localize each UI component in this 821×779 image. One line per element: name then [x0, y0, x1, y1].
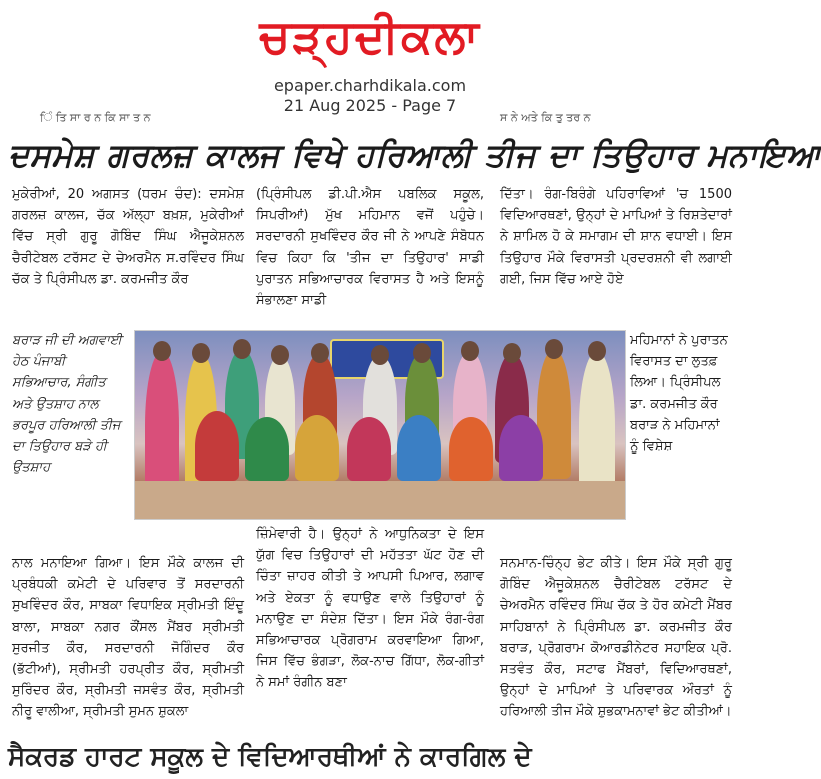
- article-column-1: [12, 184, 244, 330]
- masthead: [0, 0, 740, 118]
- col1-wrap-text: ਬਰਾੜ ਜੀ ਦੀ ਅਗਵਾਈ ਹੇਠ ਪੰਜਾਬੀ ਸਭਿਆਚਾਰ, ਸੰਗੀਤ ਅਤੇ ਉਤਸ਼ਾਹ ਨਾਲ ਭਰਪੂਰ ਹਰਿਆਲੀ ਤੀਜ ਦਾ ਤਿਉਹਾਰ ਬੜੇ ਹੀ ਉਤਸ਼ਾਹ: [12, 333, 122, 476]
- crop-fragment: ਸ ਨੇ ਅਤੇ ਕਿ ਤੁ ਤਰ ਨ: [500, 111, 591, 124]
- site-url[interactable]: epaper.charhdikala.com: [273, 76, 467, 95]
- col2-text: (ਪ੍ਰਿੰਸੀਪਲ ਡੀ.ਪੀ.ਐਸ ਪਬਲਿਕ ਸਕੂਲ, ਸਿਪਰੀਆਂ) ਮੁੱਖ ਮਹਿਮਾਨ ਵਜੋਂ ਪਹੁੰਚੇ। ਸਰਦਾਰਨੀ ਸੁਖਵਿੰਦਰ ਕੌਰ ਜੀ ਨੇ ਆਪਣੇ ਸੰਬੋਧਨ ਵਿਚ ਕਿਹਾ ਕਿ 'ਤੀਜ ਦਾ ਤਿਉਹਾਰ' ਸਾਡੀ ਪੁਰਾਤਨ ਸਭਿਆਚਾਰਕ ਵਿਰਾਸਤ ਹੈ ਅਤੇ ਇਸਨੂੰ ਸੰਭਾਲਣਾ ਸਾਡੀ: [256, 187, 484, 309]
- date-page: 21 Aug 2025 - Page 7: [283, 96, 457, 115]
- crop-fragment: ਿੰ ਤਿ ਸਾ ਰ ਨ ਕਿ ਸਾ ਤ ਨ: [40, 111, 151, 124]
- col3-bottom-text: ਸਨਮਾਨ-ਚਿੰਨ੍ਹ ਭੇਟ ਕੀਤੇ। ਇਸ ਮੌਕੇ ਸ੍ਰੀ ਗੁਰੂ ਗੋਬਿੰਦ ਐਜੂਕੇਸ਼ਨਲ ਚੈਰੀਟੇਬਲ ਟਰੱਸਟ ਦੇ ਚੇਅਰਮੈਨ ਰਵਿੰਦਰ ਸਿੰਘ ਚੱਕ ਤੇ ਹੋਰ ਕਮੇਟੀ ਮੈਂਬਰ ਸਾਹਿਬਾਨਾਂ ਨੇ ਪ੍ਰਿੰਸੀਪਲ ਡਾ. ਕਰਮਜੀਤ ਕੌਰ ਬਰਾੜ, ਪ੍ਰੋਗਰਾਮ ਕੋਆਰਡੀਨੇਟਰ ਸਹਾਇਕ ਪ੍ਰੋ. ਸਤਵੰਤ ਕੌਰ, ਸਟਾਫ ਮੈਂਬਰਾਂ, ਵਿਦਿਆਰਥਣਾਂ, ਉਨ੍ਹਾਂ ਦੇ ਮਾਪਿਆਂ ਤੇ ਪਰਿਵਾਰਕ ਔਰਤਾਂ ਨੂੰ ਹਰਿਆਲੀ ਤੀਜ ਮੌਕੇ ਸ਼ੁਭਕਾਮਨਾਵਾਂ ਭੇਟ ਕੀਤੀਆਂ।: [500, 556, 732, 720]
- col3-wrap-text: ਮਹਿਮਾਨਾਂ ਨੇ ਪੁਰਾਤਨ ਵਿਰਾਸਤ ਦਾ ਲੁਤਫ਼ ਲਿਆ। ਪ੍ਰਿੰਸੀਪਲ ਡਾ. ਕਰਮਜੀਤ ਕੌਰ ਬਰਾੜ ਨੇ ਮਹਿਮਾਨਾਂ ਨੂੰ ਵਿਸ਼ੇਸ਼: [630, 333, 728, 455]
- article-column-2: [256, 184, 484, 330]
- article-column-3-wrap: [630, 330, 732, 556]
- article-column-3: [500, 184, 732, 330]
- col1-text: ਮੁਕੇਰੀਆਂ, 20 ਅਗਸਤ (ਧਰਮ ਚੰਦ): ਦਸਮੇਸ਼ ਗਰਲਜ਼ ਕਾਲਜ, ਚੱਕ ਅੱਲ੍ਹਾ ਬਖ਼ਸ਼, ਮੁਕੇਰੀਆਂ ਵਿੱਚ ਸ੍ਰੀ ਗੁਰੂ ਗੋਬਿੰਦ ਸਿੰਘ ਐਜੂਕੇਸ਼ਨਲ ਚੈਰੀਟੇਬਲ ਟਰੱਸਟ ਦੇ ਚੇਅਰਮੈਨ ਸ.ਰਵਿੰਦਰ ਸਿੰਘ ਚੱਕ ਤੇ ਪ੍ਰਿੰਸੀਪਲ ਡਾ. ਕਰਮਜੀਤ ਕੌਰ: [12, 187, 244, 287]
- col3-text: ਦਿੱਤਾ। ਰੰਗ-ਬਿਰੰਗੇ ਪਹਿਰਾਵਿਆਂ 'ਚ 1500 ਵਿਦਿਆਰਥਣਾਂ, ਉਨ੍ਹਾਂ ਦੇ ਮਾਪਿਆਂ ਤੇ ਰਿਸ਼ਤੇਦਾਰਾਂ ਨੇ ਸ਼ਾਮਿਲ ਹੋ ਕੇ ਸਮਾਗਮ ਦੀ ਸ਼ਾਨ ਵਧਾਈ। ਇਸ ਤਿਉਹਾਰ ਮੌਕੇ ਵਿਰਾਸਤੀ ਪ੍ਰਦਰਸ਼ਨੀ ਵੀ ਲਗਾਈ ਗਈ, ਜਿਸ ਵਿੱਚ ਆਏ ਹੋਏ: [500, 187, 732, 287]
- article-column-2-bottom: [256, 524, 484, 764]
- article-column-1-bottom: [12, 553, 244, 763]
- article-photo: [134, 330, 626, 520]
- next-article-headline: ਸੈਕਰਡ ਹਾਰਟ ਸਕੂਲ ਦੇ ਵਿਦਿਆਰਥੀਆਂ ਨੇ ਕਾਰਗਿਲ ਦੇ: [8, 742, 532, 772]
- cropped-previous-article: [0, 111, 740, 125]
- article-column-3-bottom: [500, 553, 732, 763]
- article-column-1-wrap: [12, 330, 128, 550]
- article-headline: ਦਸਮੇਸ਼ ਗਰਲਜ਼ ਕਾਲਜ ਵਿਖੇ ਹਰਿਆਲੀ ਤੀਜ ਦਾ ਤਿਉਹਾਰ ਮਨਾਇਆ: [8, 136, 821, 174]
- newspaper-logo[interactable]: ਚੜ੍ਹਦੀਕਲਾ: [259, 9, 481, 63]
- col2-bottom-text: ਜ਼ਿੰਮੇਵਾਰੀ ਹੈ। ਉਨ੍ਹਾਂ ਨੇ ਆਧੁਨਿਕਤਾ ਦੇ ਇਸ ਯੁੱਗ ਵਿਚ ਤਿਉਹਾਰਾਂ ਦੀ ਮਹੱਤਤਾ ਘੱਟ ਹੋਣ ਦੀ ਚਿੰਤਾ ਜ਼ਾਹਰ ਕੀਤੀ ਤੇ ਆਪਸੀ ਪਿਆਰ, ਲਗਾਵ ਅਤੇ ਏਕਤਾ ਨੂੰ ਵਧਾਉਣ ਵਾਲੇ ਤਿਉਹਾਰਾਂ ਨੂੰ ਮਨਾਉਣ ਦਾ ਸੰਦੇਸ਼ ਦਿੱਤਾ। ਇਸ ਮੌਕੇ ਰੰਗ-ਰੰਗ ਸਭਿਆਚਾਰਕ ਪ੍ਰੋਗਰਾਮ ਕਰਵਾਇਆ ਗਿਆ, ਜਿਸ ਵਿੱਚ ਭੰਗੜਾ, ਲੋਕ-ਨਾਚ ਗਿੱਧਾ, ਲੋਕ-ਗੀਤਾਂ ਨੇ ਸਮਾਂ ਰੰਗੀਨ ਬਣਾ: [256, 527, 484, 691]
- col1-bottom-text: ਨਾਲ ਮਨਾਇਆ ਗਿਆ। ਇਸ ਮੌਕੇ ਕਾਲਜ ਦੀ ਪ੍ਰਬੰਧਕੀ ਕਮੇਟੀ ਦੇ ਪਰਿਵਾਰ ਤੋਂ ਸਰਦਾਰਨੀ ਸੁਖਵਿੰਦਰ ਕੌਰ, ਸਾਬਕਾ ਵਿਧਾਇਕ ਸ੍ਰੀਮਤੀ ਇੰਦੂ ਬਾਲਾ, ਸਾਬਕਾ ਨਗਰ ਕੌਂਸਲ ਮੈਂਬਰ ਸ੍ਰੀਮਤੀ ਸੁਰਜੀਤ ਕੌਰ, ਸਰਦਾਰਨੀ ਜੋਗਿੰਦਰ ਕੌਰ (ਭੱਟੀਆਂ), ਸ੍ਰੀਮਤੀ ਹਰਪ੍ਰੀਤ ਕੌਰ, ਸ੍ਰੀਮਤੀ ਸੁਰਿੰਦਰ ਕੌਰ, ਸ੍ਰੀਮਤੀ ਜਸਵੰਤ ਕੌਰ, ਸ੍ਰੀਮਤੀ ਨੀਰੂ ਵਾਲੀਆ, ਸ੍ਰੀਮਤੀ ਸੁਮਨ ਸ਼ੁਕਲਾ: [12, 556, 244, 720]
